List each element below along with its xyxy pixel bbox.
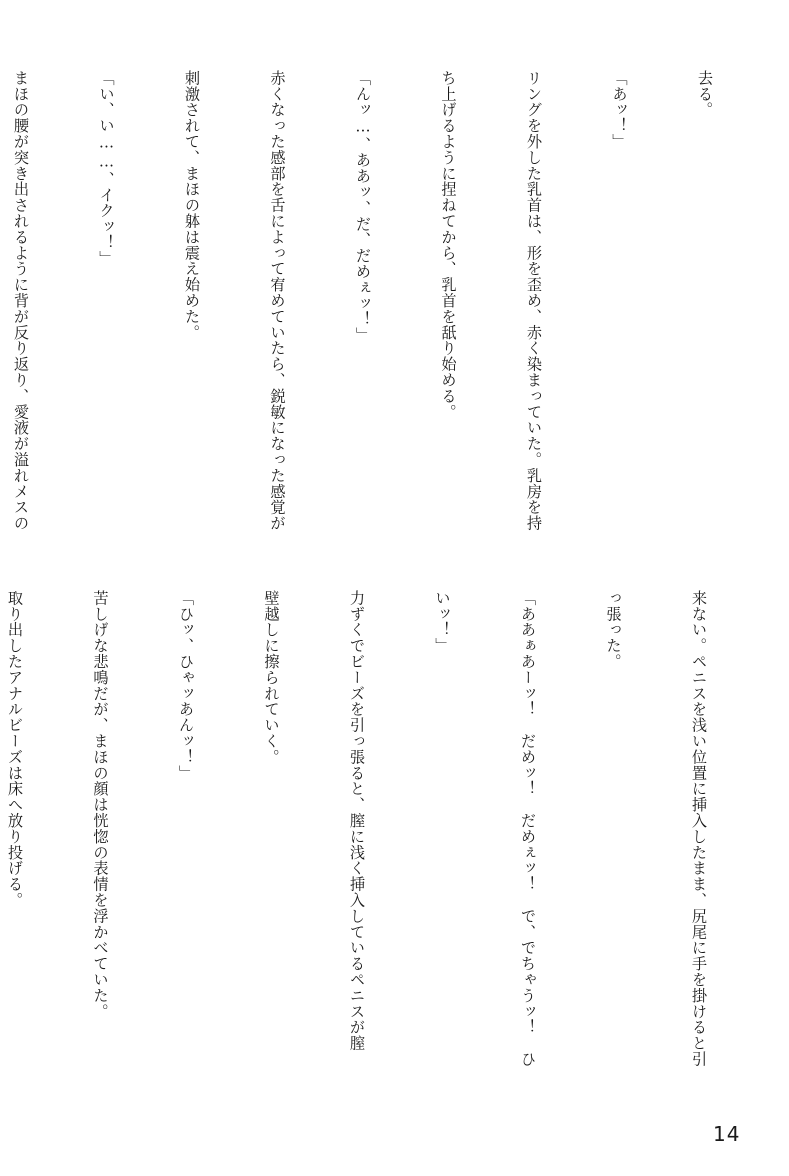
text-line: 「ひッ、ひゃッあんッ！」 bbox=[177, 590, 195, 781]
text-line: 「ああぁあーッ！ だめッ！ だめぇッ！ で、でちゃうッ！ ひ bbox=[519, 590, 537, 1067]
text-line: 「あッ！」 bbox=[610, 70, 629, 150]
text-line: 取り出したアナルビーズは床へ放り投げる。 bbox=[6, 590, 24, 908]
text-line: 壁越しに擦られていく。 bbox=[262, 590, 281, 765]
text-line: 来ない。ペニスを浅い位置に挿入したまま、尻尾に手を掛けると引 bbox=[690, 590, 708, 1067]
text-line: まほの腰が突き出されるように背が反り返り、愛液が溢れメスの bbox=[12, 70, 30, 532]
text-line: ち上げるように捏ねてから、乳首を舐り始める。 bbox=[439, 70, 458, 420]
lower-text-block bbox=[6, 590, 770, 1100]
text-line: 赤くなった感部を舌によって宥めていたら、鋭敏になった感覚が bbox=[268, 70, 287, 532]
page-number: 14 bbox=[713, 1122, 741, 1146]
text-line: 刺激されて、まほの躰は震え始めた。 bbox=[183, 70, 201, 341]
text-line: 「んッ…、ああッ、だ、だめぇッ！」 bbox=[354, 70, 372, 344]
upper-text-block bbox=[12, 70, 776, 570]
text-line: リングを外した乳首は、形を歪め、赤く染まっていた。乳房を持 bbox=[525, 70, 543, 532]
text-line: いッ！」 bbox=[433, 590, 452, 654]
text-line: 苦しげな悲鳴だが、まほの顔は恍惚の表情を浮かべていた。 bbox=[91, 590, 110, 1020]
text-line: 去る。 bbox=[696, 70, 714, 118]
text-line: 力ずくでビーズを引っ張ると、膣に浅く挿入しているペニスが膣 bbox=[348, 590, 366, 1052]
text-line: っ張った。 bbox=[604, 590, 623, 670]
text-line: 「い、い……、イクッ！」 bbox=[97, 70, 116, 267]
